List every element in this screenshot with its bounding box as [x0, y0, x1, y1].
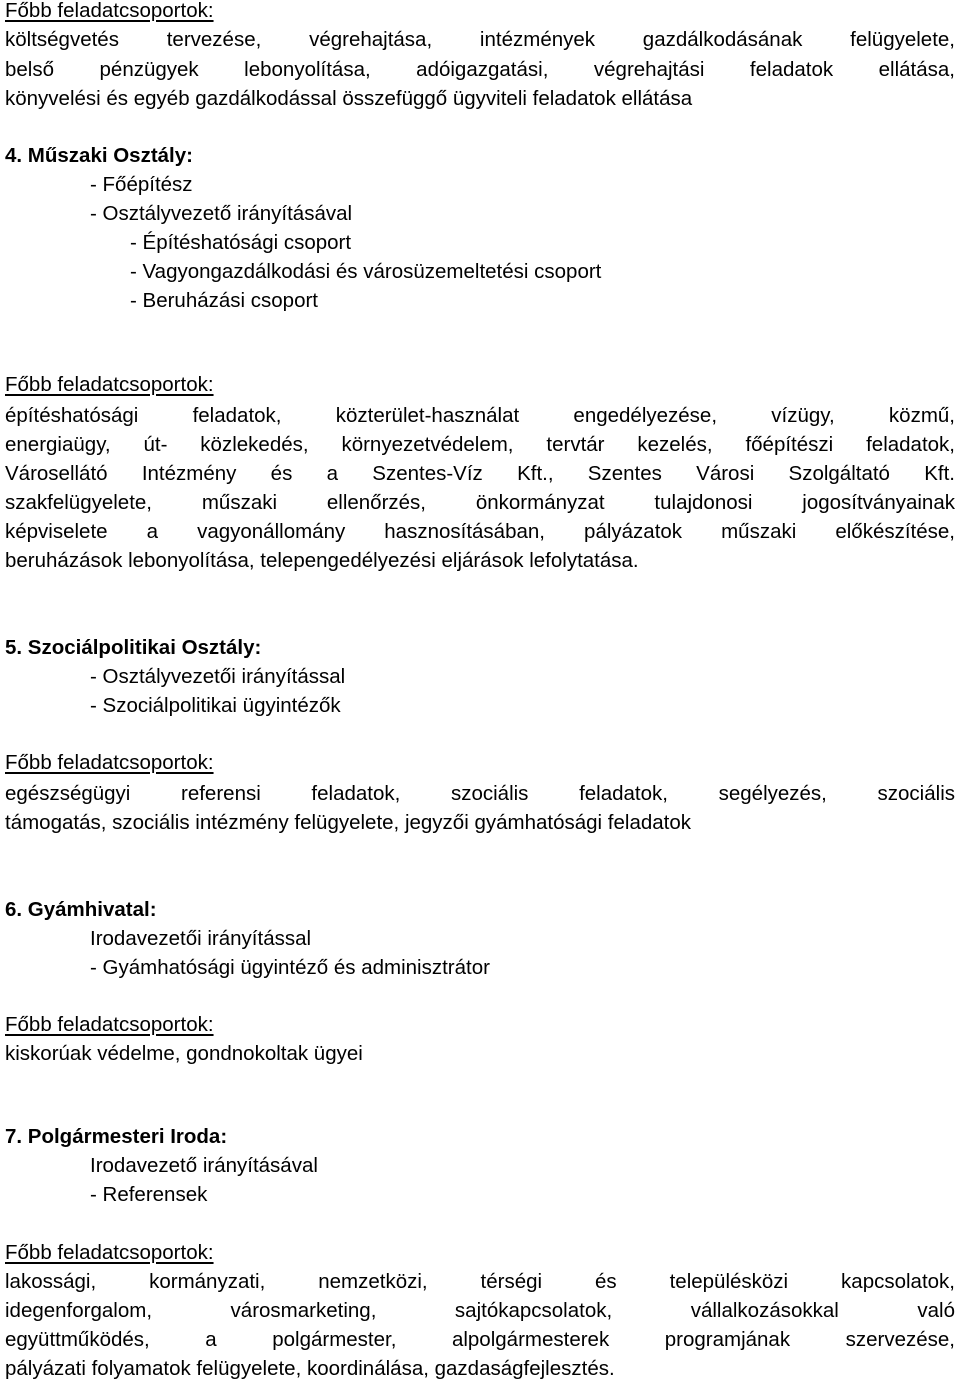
text-line: pályázati folyamatok felügyelete, koordinálása, gazdaságfejlesztés. — [5, 1357, 615, 1380]
list-item: - Vagyongazdálkodási és városüzemeltetési csoport — [130, 260, 602, 283]
list-item: - Osztályvezető irányításával — [90, 202, 353, 225]
text-line: beruházások lebonyolítása, telepengedélyezési eljárások lefolytatása. — [5, 549, 639, 572]
text-line: energiaügy, út- közlekedés, környezetvédelem, tervtár kezelés, főépítészi feladatok, — [5, 433, 955, 456]
text-line: lakossági, kormányzati, nemzetközi, térségi és településközi kapcsolatok, — [5, 1270, 955, 1293]
list-item: Irodavezető irányításával — [90, 1154, 318, 1177]
text-line: Városellátó Intézmény és a Szentes-Víz Kft., Szentes Városi Szolgáltató Kft. — [5, 462, 955, 485]
list-item: - Főépítész — [90, 173, 193, 196]
text-line: könyvelési és egyéb gazdálkodással összefüggő ügyviteli feladatok ellátása — [5, 87, 693, 110]
section-heading: Főbb feladatcsoportok: — [5, 751, 214, 774]
section-title: 5. Szociálpolitikai Osztály: — [5, 636, 262, 659]
section-title: 6. Gyámhivatal: — [5, 898, 157, 921]
text-line: támogatás, szociális intézmény felügyelete, jegyzői gyámhatósági feladatok — [5, 811, 691, 834]
section-title: 7. Polgármesteri Iroda: — [5, 1125, 228, 1148]
list-item: - Beruházási csoport — [130, 289, 319, 312]
text-line: szakfelügyelete, műszaki ellenőrzés, önkormányzat tulajdonosi jogosítványainak — [5, 491, 955, 514]
list-item: - Építéshatósági csoport — [130, 231, 352, 254]
section-heading: Főbb feladatcsoportok: — [5, 1013, 214, 1036]
section-title: 4. Műszaki Osztály: — [5, 144, 193, 167]
text-line: belső pénzügyek lebonyolítása, adóigazgatási, végrehajtási feladatok ellátása, — [5, 58, 955, 81]
section-heading: Főbb feladatcsoportok: — [5, 0, 214, 22]
list-item: - Szociálpolitikai ügyintézők — [90, 694, 341, 717]
section-heading: Főbb feladatcsoportok: — [5, 1241, 214, 1264]
list-item: - Gyámhatósági ügyintéző és adminisztrátor — [90, 956, 490, 979]
list-item: - Referensek — [90, 1183, 208, 1206]
text-line: kiskorúak védelme, gondnokoltak ügyei — [5, 1042, 363, 1065]
text-line: egészségügyi referensi feladatok, szociális feladatok, segélyezés, szociális — [5, 782, 955, 805]
text-line: költségvetés tervezése, végrehajtása, intézmények gazdálkodásának felügyelete, — [5, 28, 955, 51]
section-heading: Főbb feladatcsoportok: — [5, 373, 214, 396]
text-line: idegenforgalom, városmarketing, sajtókapcsolatok, vállalkozásokkal való — [5, 1299, 955, 1322]
list-item: Irodavezetői irányítással — [90, 927, 312, 950]
text-line: képviselete a vagyonállomány hasznosításában, pályázatok műszaki előkészítése, — [5, 520, 955, 543]
text-line: építéshatósági feladatok, közterület-használat engedélyezése, vízügy, közmű, — [5, 404, 955, 427]
text-line: együttműködés, a polgármester, alpolgármesterek programjának szervezése, — [5, 1328, 955, 1351]
list-item: - Osztályvezetői irányítással — [90, 665, 346, 688]
